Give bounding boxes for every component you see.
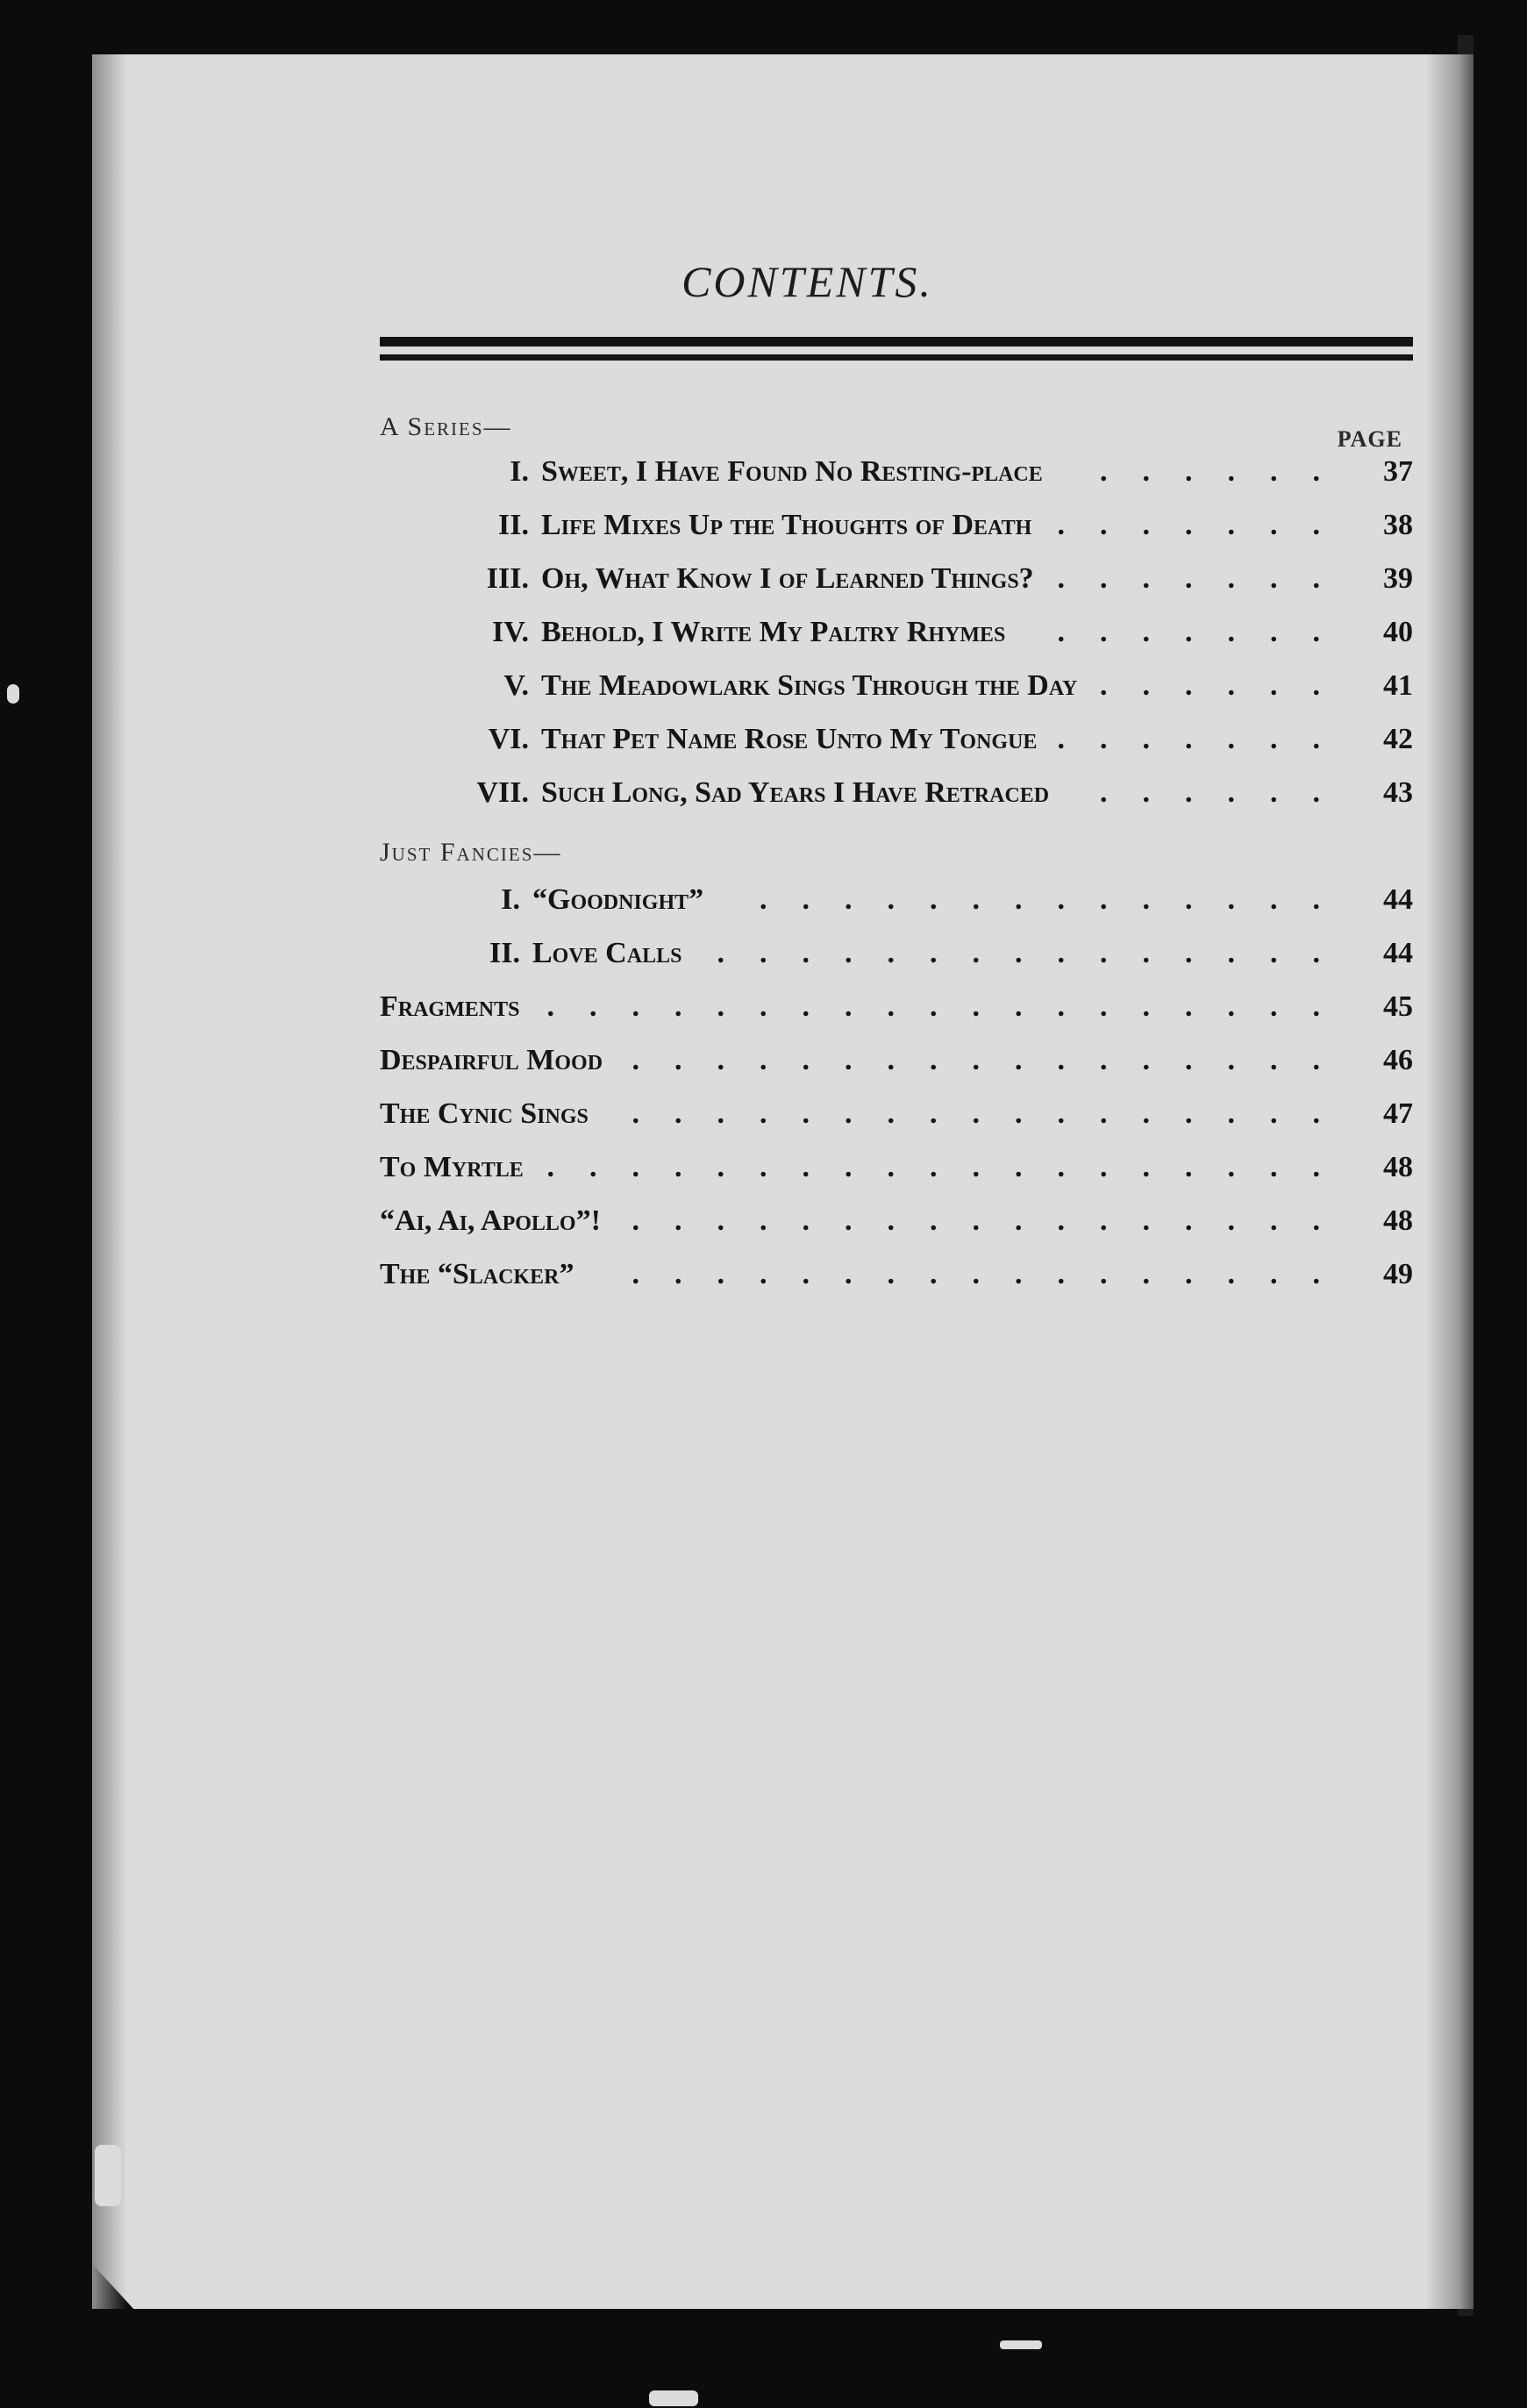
entry-title: That Pet Name Rose Unto My Tongue — [541, 723, 1038, 755]
dot-leader: ................... — [546, 990, 1355, 1023]
entry-title: Such Long, Sad Years I Have Retraced — [541, 776, 1050, 809]
speck — [7, 684, 19, 704]
section-heading: Just Fancies— — [380, 838, 562, 867]
speck — [1000, 2340, 1042, 2349]
section-heading: A Series— — [380, 412, 512, 441]
entry-title: Love Calls — [532, 937, 682, 969]
dot-leader: ...... — [1100, 776, 1355, 809]
toc-entry — [380, 774, 1413, 812]
contents-title: CONTENTS. — [681, 257, 933, 306]
toc-entry — [380, 720, 1413, 759]
entry-page-number: 46 — [1383, 1044, 1413, 1076]
toc-entry — [380, 560, 1413, 598]
entry-title: Oh, What Know I of Learned Things? — [541, 562, 1034, 595]
entry-title: Life Mixes Up the Thoughts of Death — [541, 509, 1032, 541]
page-shadow-left — [92, 54, 127, 2309]
speck — [649, 2390, 698, 2406]
entry-title: “Ai, Ai, Apollo”! — [380, 1204, 601, 1237]
page-column-header: PAGE — [1337, 426, 1402, 452]
entry-title: The “Slacker” — [380, 1258, 574, 1290]
dot-leader: ................. — [631, 1044, 1355, 1076]
entry-page-number: 48 — [1383, 1151, 1413, 1183]
entry-numeral: II. — [498, 509, 529, 541]
title-rule-thick — [380, 337, 1413, 347]
entry-page-number: 44 — [1383, 883, 1413, 916]
dot-leader: ....... — [1057, 509, 1355, 541]
toc-entry — [380, 1202, 1413, 1240]
dot-leader: ................. — [631, 1204, 1355, 1237]
toc-entry — [380, 1041, 1413, 1080]
speck — [95, 2145, 121, 2206]
entry-page-number: 40 — [1383, 616, 1413, 648]
entry-page-number: 45 — [1383, 990, 1413, 1023]
toc-entry — [380, 934, 1413, 973]
entry-title: The Cynic Sings — [380, 1097, 589, 1130]
entry-page-number: 43 — [1383, 776, 1413, 809]
toc-entry — [380, 506, 1413, 545]
entry-title: Despairful Mood — [380, 1044, 603, 1076]
entry-page-number: 38 — [1383, 509, 1413, 541]
dot-leader: ............... — [717, 937, 1355, 969]
toc-entry — [380, 1255, 1413, 1294]
entry-page-number: 41 — [1383, 669, 1413, 702]
entry-title: Behold, I Write My Paltry Rhymes — [541, 616, 1006, 648]
entry-page-number: 37 — [1383, 455, 1413, 488]
dot-leader: ....... — [1057, 723, 1355, 755]
toc-entry — [380, 613, 1413, 652]
dot-leader: .............. — [760, 883, 1355, 916]
entry-page-number: 49 — [1383, 1258, 1413, 1290]
dot-leader: ...... — [1100, 669, 1355, 702]
entry-page-number: 48 — [1383, 1204, 1413, 1237]
page-shadow-right — [1425, 54, 1473, 2309]
toc-entry — [380, 1148, 1413, 1187]
entry-title: “Goodnight” — [532, 883, 704, 916]
entry-page-number: 47 — [1383, 1097, 1413, 1130]
toc-entry — [380, 453, 1413, 491]
toc-entry — [380, 881, 1413, 919]
entry-numeral: III. — [486, 562, 529, 595]
dot-leader: ................. — [631, 1097, 1355, 1130]
entry-numeral: IV. — [492, 616, 529, 648]
toc-entry — [380, 988, 1413, 1026]
dot-leader: ................... — [546, 1151, 1355, 1183]
entry-title: Sweet, I Have Found No Resting-place — [541, 455, 1043, 488]
toc-entry — [380, 1095, 1413, 1133]
entry-numeral: II. — [489, 937, 520, 969]
entry-numeral: I. — [510, 455, 529, 488]
entry-title: To Myrtle — [380, 1151, 524, 1183]
dot-leader: ....... — [1057, 562, 1355, 595]
entry-page-number: 39 — [1383, 562, 1413, 595]
entry-title: Fragments — [380, 990, 520, 1023]
dot-leader: ................. — [631, 1258, 1355, 1290]
title-rule-thin — [380, 354, 1413, 361]
entry-title: The Meadowlark Sings Through the Day — [541, 669, 1078, 702]
entry-page-number: 42 — [1383, 723, 1413, 755]
entry-numeral: VI. — [488, 723, 529, 755]
entry-numeral: V. — [503, 669, 529, 702]
entry-numeral: VII. — [476, 776, 529, 809]
toc-entry — [380, 667, 1413, 705]
entry-numeral: I. — [501, 883, 520, 916]
entry-page-number: 44 — [1383, 937, 1413, 969]
dot-leader: ....... — [1057, 616, 1355, 648]
dot-leader: ...... — [1100, 455, 1355, 488]
